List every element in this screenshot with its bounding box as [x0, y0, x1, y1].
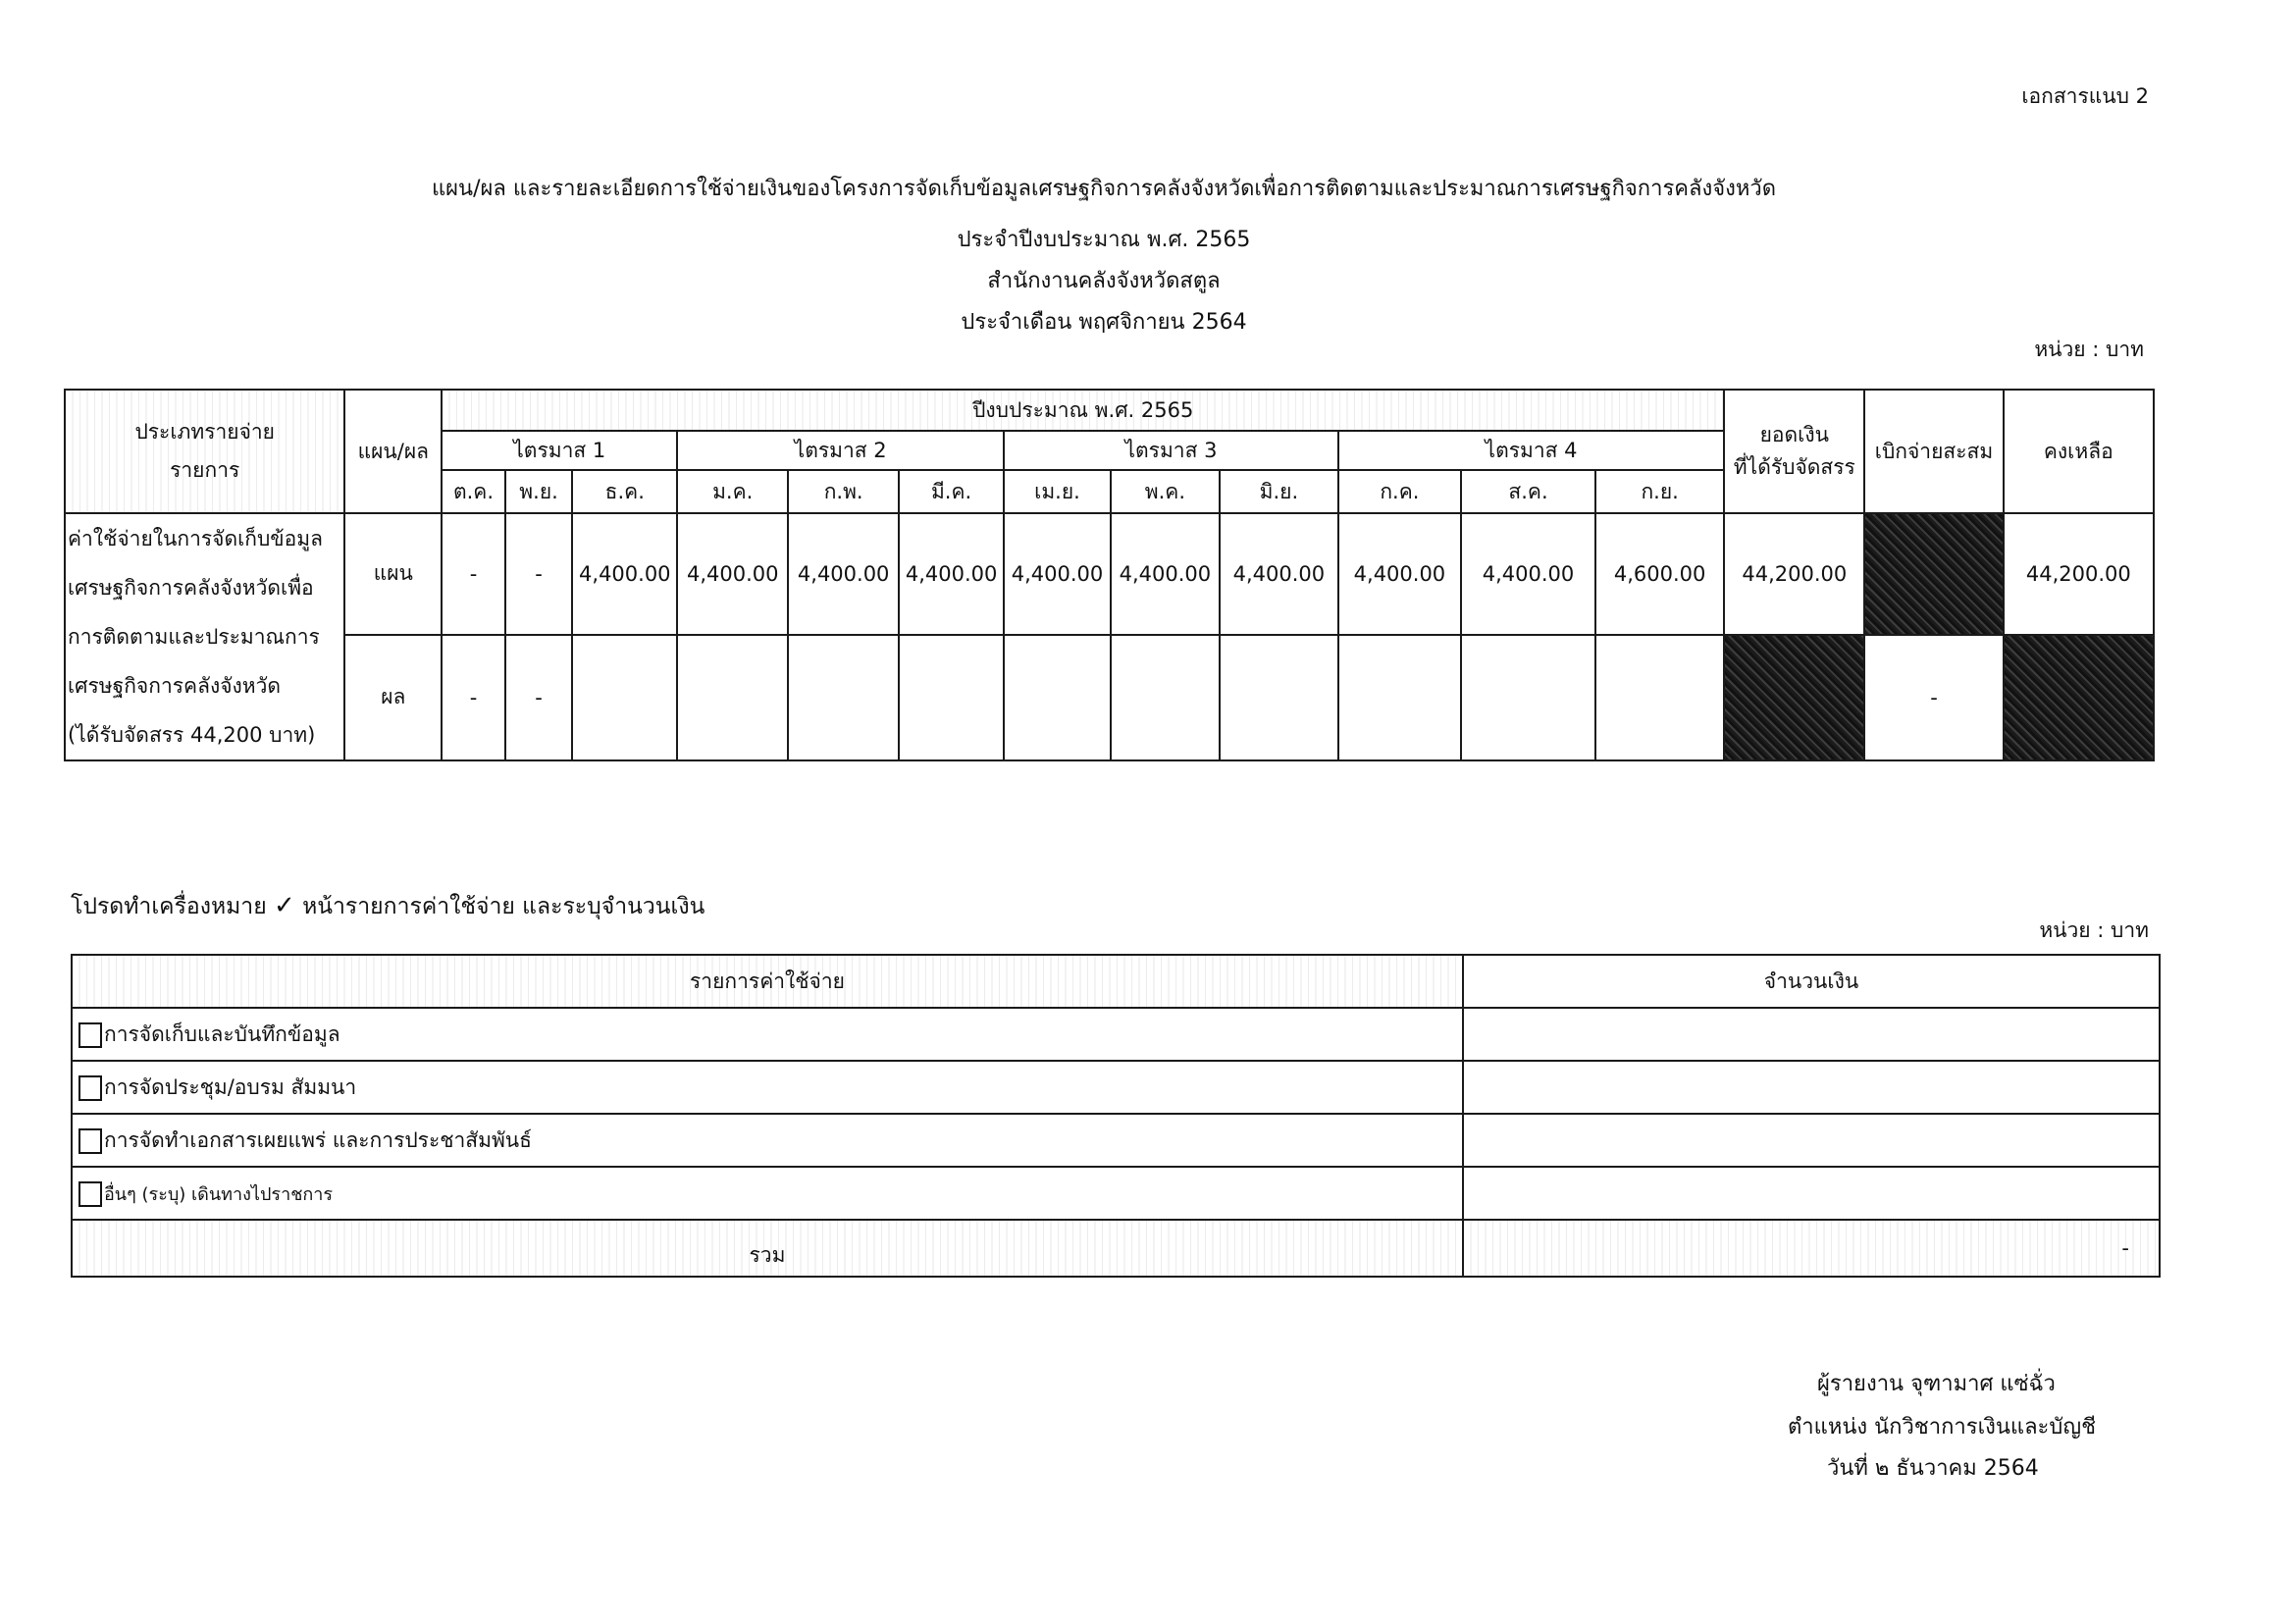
plan-remaining-value: 44,200.00	[2004, 513, 2154, 635]
plan-allocated-value: 44,200.00	[1724, 513, 1864, 635]
expense-amount[interactable]	[1463, 1167, 2160, 1220]
quarter-header: ไตรมาส 2	[677, 431, 1004, 470]
plan-month-value: 4,400.00	[572, 513, 677, 635]
plan-month-value: 4,400.00	[1111, 513, 1220, 635]
col-header-allocated-line2: ที่ได้รับจัดสรร	[1733, 455, 1855, 479]
month-header: เม.ย.	[1004, 470, 1111, 513]
month-header: ก.ค.	[1338, 470, 1461, 513]
expense-row	[72, 1061, 2160, 1114]
expense-row	[72, 1114, 2160, 1167]
checkmark-icon: ✓	[274, 891, 295, 920]
reporter-position: ตำแหน่ง นักวิชาการเงินและบัญชี	[1788, 1415, 2097, 1440]
result-month-value: -	[442, 635, 505, 760]
result-month-value	[1461, 635, 1595, 760]
result-row	[65, 635, 2154, 760]
plan-month-value: 4,400.00	[1338, 513, 1461, 635]
reporter-name: ผู้รายงาน จุฑามาศ แซ่ฉั่ว	[1817, 1372, 2056, 1396]
expense-row	[72, 1008, 2160, 1061]
month-header: พ.ค.	[1111, 470, 1220, 513]
result-month-value	[899, 635, 1004, 760]
expense-amount[interactable]	[1463, 1114, 2160, 1167]
expense-item	[72, 1114, 1463, 1167]
month-header: ส.ค.	[1461, 470, 1595, 513]
unit-label-bottom: หน่วย : บาท	[2039, 918, 2149, 942]
expense-amount[interactable]	[1463, 1061, 2160, 1114]
expense-item-label: การจัดประชุม/อบรม สัมมนา	[104, 1074, 357, 1099]
instruction-after: หน้ารายการค่าใช้จ่าย และระบุจำนวนเงิน	[302, 894, 705, 919]
report-title-line2: ประจำปีงบประมาณ พ.ศ. 2565	[957, 228, 1251, 252]
item-line: (ได้รับจัดสรร 44,200 บาท)	[68, 723, 316, 747]
instruction-before: โปรดทำเครื่องหมาย	[71, 894, 267, 919]
col-header-item-line1: ประเภทรายจ่าย	[134, 420, 275, 444]
item-line: เศรษฐกิจการคลังจังหวัดเพื่อ	[68, 576, 314, 600]
col-header-remaining: คงเหลือ	[2004, 390, 2154, 513]
quarter-header: ไตรมาส 1	[442, 431, 677, 470]
expense-checkbox[interactable]	[78, 1022, 102, 1048]
expense-row	[72, 1167, 2160, 1220]
result-month-value	[1338, 635, 1461, 760]
report-date: วันที่ ๒ ธันวาคม 2564	[1827, 1456, 2039, 1481]
result-disbursed-value: -	[1864, 635, 2003, 760]
month-header: ก.พ.	[788, 470, 899, 513]
result-label: ผล	[344, 635, 442, 760]
col-header-item	[65, 390, 344, 513]
expense-checkbox[interactable]	[78, 1128, 102, 1154]
plan-label: แผน	[344, 513, 442, 635]
plan-month-value: 4,600.00	[1595, 513, 1724, 635]
quarter-header: ไตรมาส 4	[1338, 431, 1724, 470]
col-header-allocated	[1724, 390, 1864, 513]
plan-result-table	[64, 389, 2155, 761]
month-header: ธ.ค.	[572, 470, 677, 513]
item-line: เศรษฐกิจการคลังจังหวัด	[68, 674, 282, 698]
result-month-value	[1220, 635, 1338, 760]
expense-item	[72, 1167, 1463, 1220]
total-amount: -	[1463, 1220, 2160, 1277]
col-header-amount: จำนวนเงิน	[1463, 955, 2160, 1008]
total-label: รวม	[72, 1220, 1463, 1277]
plan-month-value: -	[505, 513, 573, 635]
result-month-value	[788, 635, 899, 760]
plan-month-value: 4,400.00	[1004, 513, 1111, 635]
result-month-value	[1595, 635, 1724, 760]
shaded-cell	[1724, 635, 1864, 760]
result-month-value	[1111, 635, 1220, 760]
result-month-value	[1004, 635, 1111, 760]
plan-month-value: 4,400.00	[1461, 513, 1595, 635]
item-line: ค่าใช้จ่ายในการจัดเก็บข้อมูล	[68, 527, 323, 550]
expense-table	[71, 954, 2161, 1278]
total-row	[72, 1220, 2160, 1277]
plan-month-value: 4,400.00	[899, 513, 1004, 635]
expense-item	[72, 1061, 1463, 1114]
col-header-expense-item: รายการค่าใช้จ่าย	[72, 955, 1463, 1008]
shaded-cell	[2004, 635, 2154, 760]
plan-month-value: -	[442, 513, 505, 635]
expense-amount[interactable]	[1463, 1008, 2160, 1061]
month-header: พ.ย.	[505, 470, 573, 513]
quarter-header: ไตรมาส 3	[1004, 431, 1338, 470]
col-header-allocated-line1: ยอดเงิน	[1759, 423, 1829, 446]
expense-item-label: การจัดเก็บและบันทึกข้อมูล	[104, 1021, 340, 1046]
expense-checkbox[interactable]	[78, 1181, 102, 1207]
month-header: มิ.ย.	[1220, 470, 1338, 513]
result-month-value	[677, 635, 788, 760]
result-month-value: -	[505, 635, 573, 760]
plan-month-value: 4,400.00	[1220, 513, 1338, 635]
col-header-disbursed: เบิกจ่ายสะสม	[1864, 390, 2003, 513]
unit-label-top: หน่วย : บาท	[2034, 338, 2144, 361]
report-title-line3: สำนักงานคลังจังหวัดสตูล	[987, 269, 1221, 293]
report-title-line1: แผน/ผล และรายละเอียดการใช้จ่ายเงินของโครงการจัดเก็บข้อมูลเศรษฐกิจการคลังจังหวัดเพื่อการติดตามและประมาณการเศรษฐกิจการคลังจังหวัด	[431, 177, 1776, 201]
expense-item-description	[65, 513, 344, 760]
col-header-fiscal-year: ปีงบประมาณ พ.ศ. 2565	[442, 390, 1724, 431]
shaded-cell	[1864, 513, 2003, 635]
month-header: มี.ค.	[899, 470, 1004, 513]
month-header: ต.ค.	[442, 470, 505, 513]
month-header: ม.ค.	[677, 470, 788, 513]
expense-item-label: อื่นๆ (ระบุ) เดินทางไปราชการ	[104, 1183, 334, 1205]
expense-item-label: การจัดทำเอกสารเผยแพร่ และการประชาสัมพันธ์	[104, 1127, 532, 1152]
plan-row	[65, 513, 2154, 635]
col-header-plan-result: แผน/ผล	[344, 390, 442, 513]
plan-month-value: 4,400.00	[677, 513, 788, 635]
item-line: การติดตามและประมาณการ	[68, 625, 320, 649]
expense-checkbox[interactable]	[78, 1075, 102, 1101]
result-month-value	[572, 635, 677, 760]
col-header-item-line2: รายการ	[170, 458, 240, 482]
report-title-line4: ประจำเดือน พฤศจิกายน 2564	[961, 310, 1247, 335]
month-header: ก.ย.	[1595, 470, 1724, 513]
expense-item	[72, 1008, 1463, 1061]
instruction-text	[71, 889, 704, 924]
plan-month-value: 4,400.00	[788, 513, 899, 635]
attachment-label: เอกสารแนบ 2	[2021, 84, 2149, 108]
